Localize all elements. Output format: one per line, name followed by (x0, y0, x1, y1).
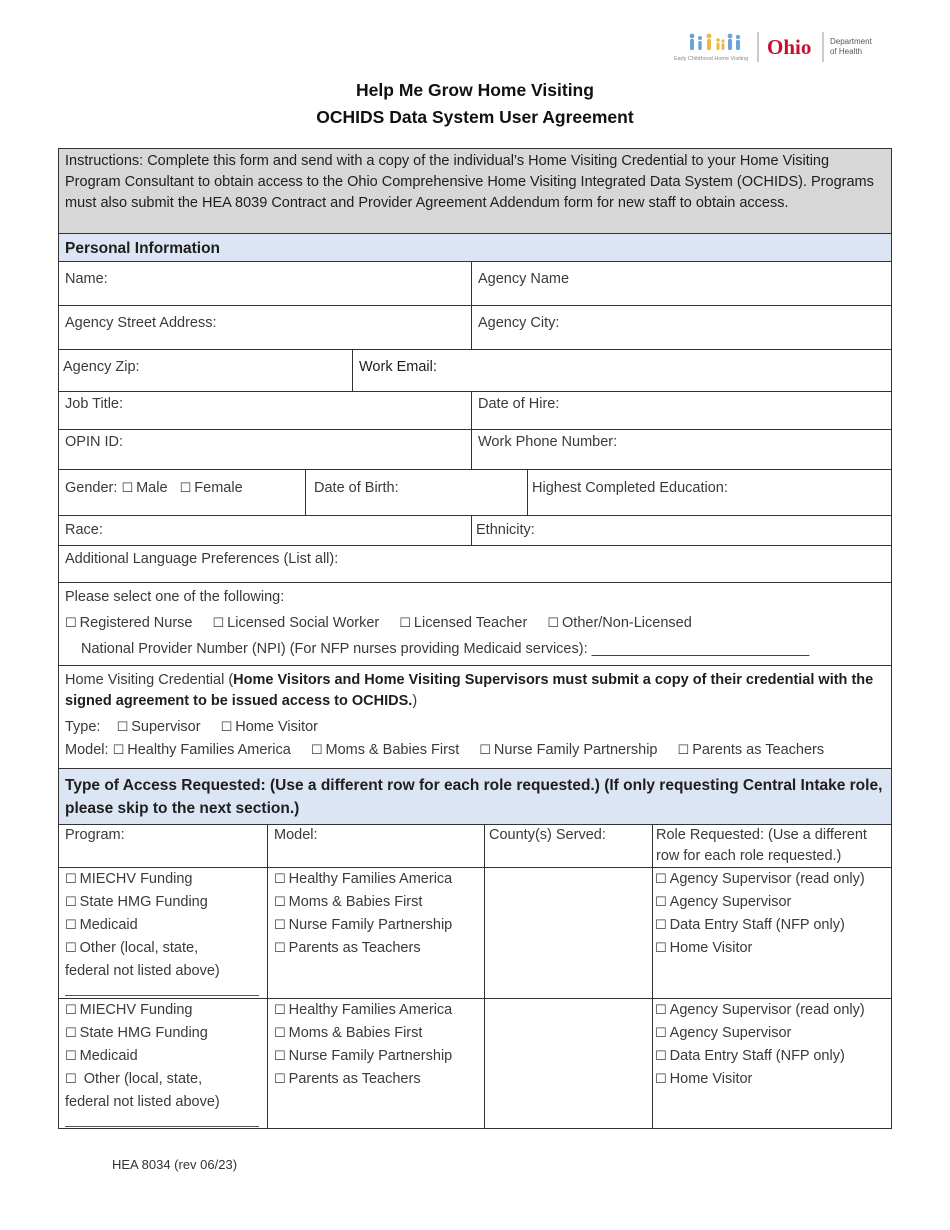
form-title: Help Me Grow Home Visiting (356, 80, 594, 100)
checkbox-icon[interactable]: ☐ (274, 872, 286, 887)
role-data-entry[interactable]: ☐ Data Entry Staff (NFP only) (655, 914, 885, 937)
col-program: Program: (65, 827, 125, 843)
opin-id-field[interactable]: OPIN ID: (65, 434, 124, 450)
checkbox-icon[interactable]: ☐ (212, 616, 225, 631)
credential-type (65, 719, 318, 735)
zip-email-row (59, 350, 891, 392)
program-miechv[interactable]: ☐ MIECHV Funding (65, 999, 261, 1022)
date-of-hire-field[interactable]: Date of Hire: (471, 392, 891, 429)
checkbox-icon[interactable]: ☐ (65, 895, 77, 910)
checkbox-icon[interactable]: ☐ (655, 918, 667, 933)
checkbox-icon[interactable]: ☐ (655, 895, 667, 910)
ethnicity-field[interactable]: Ethnicity: (471, 516, 891, 545)
role-cell (652, 999, 891, 1129)
odh-logo (660, 28, 892, 66)
program-miechv[interactable]: ☐ MIECHV Funding (65, 868, 261, 891)
svg-text:Ohio: Ohio (767, 35, 812, 59)
checkbox-icon[interactable]: ☐ (655, 1003, 667, 1018)
model-nurse-family[interactable]: ☐ Nurse Family Partnership (274, 1045, 478, 1068)
gender-female-option[interactable]: ☐ Female (180, 480, 243, 496)
col-role: Role Requested: (Use a different row for each role requested.) (652, 825, 891, 867)
credential-row (59, 666, 891, 769)
license-option-social-worker[interactable]: ☐ Licensed Social Worker (212, 615, 380, 631)
model-parents-teachers[interactable]: ☐ Parents as Teachers (677, 742, 825, 758)
name-row (59, 262, 891, 306)
license-options (65, 615, 708, 631)
program-other[interactable]: ☐ Other (local, state, (65, 1068, 261, 1091)
svg-text:of Health: of Health (830, 47, 863, 56)
checkbox-icon[interactable]: ☐ (116, 720, 129, 735)
gender-male-option[interactable]: ☐ Male (121, 480, 167, 496)
access-row-1 (59, 868, 891, 999)
checkbox-icon[interactable]: ☐ (655, 872, 667, 887)
county-cell[interactable] (484, 868, 652, 998)
license-option-teacher[interactable]: ☐ Licensed Teacher (399, 615, 528, 631)
role-home-visitor[interactable]: ☐ Home Visitor (655, 937, 885, 960)
model-parents-teachers[interactable]: ☐ Parents as Teachers (274, 937, 478, 960)
program-other-continued: federal not listed above) (65, 1094, 220, 1110)
checkbox-icon[interactable]: ☐ (399, 616, 411, 631)
col-county: County(s) Served: (484, 825, 652, 867)
work-email-field[interactable]: Work Email: (352, 350, 891, 391)
credential-instructions: Home Visiting Credential (Home Visitors and Home Visiting Supervisors must submit a copy of their credential with the signed agreement to be issued access to OCHIDS.) (65, 672, 874, 709)
credential-type-supervisor[interactable]: ☐ Supervisor (116, 719, 201, 735)
checkbox-icon[interactable]: ☐ (65, 1049, 77, 1064)
demographics-row (59, 470, 891, 516)
program-medicaid[interactable]: ☐ Medicaid (65, 1045, 261, 1068)
access-row-2 (59, 999, 891, 1129)
language-row (59, 546, 891, 583)
gender-field (59, 470, 305, 515)
checkbox-icon[interactable]: ☐ (677, 743, 690, 758)
license-option-other[interactable]: ☐ Other/Non-Licensed (547, 615, 692, 631)
instructions-text: Instructions: Complete this form and send with a copy of the individual’s Home Visiting Credential to your Home Visiting Program Consultant to obtain access to the Ohio Comprehensive Home Visiting Integrated Data System (OCHIDS). Programs must also submit the HEA 8039 Contract and Provider Agreement Addendum form for new staff to obtain access. (59, 149, 891, 233)
model-moms-babies[interactable]: ☐ Moms & Babies First (310, 742, 460, 758)
checkbox-icon[interactable]: ☐ (310, 743, 323, 758)
npi-field[interactable]: National Provider Number (NPI) (For NFP nurses providing Medicaid services): ___________________________ (81, 641, 810, 657)
work-phone-field[interactable]: Work Phone Number: (471, 430, 891, 469)
checkbox-icon[interactable]: ☐ (655, 1026, 667, 1041)
checkbox-icon[interactable]: ☐ (655, 1072, 667, 1087)
model-moms-babies[interactable]: ☐ Moms & Babies First (274, 891, 478, 914)
checkbox-icon[interactable]: ☐ (274, 1003, 286, 1018)
checkbox-icon[interactable]: ☐ (274, 895, 286, 910)
user-agreement-form (58, 148, 892, 1129)
program-other-blank[interactable] (65, 1116, 259, 1127)
agency-name-field[interactable]: Agency Name (471, 262, 891, 305)
checkbox-icon[interactable]: ☐ (274, 1049, 286, 1064)
program-cell (59, 868, 267, 998)
svg-text:Department: Department (830, 37, 872, 46)
checkbox-icon[interactable]: ☐ (274, 941, 286, 956)
model-moms-babies[interactable]: ☐ Moms & Babies First (274, 1022, 478, 1045)
program-other-blank[interactable] (65, 985, 259, 996)
job-title-field[interactable]: Job Title: (65, 396, 124, 412)
checkbox-icon[interactable]: ☐ (112, 743, 125, 758)
program-medicaid[interactable]: ☐ Medicaid (65, 914, 261, 937)
role-agency-supervisor-read[interactable]: ☐ Agency Supervisor (read only) (655, 868, 885, 891)
checkbox-icon[interactable]: ☐ (274, 1072, 286, 1087)
role-home-visitor[interactable]: ☐ Home Visitor (655, 1068, 885, 1091)
program-state-hmg[interactable]: ☐ State HMG Funding (65, 1022, 261, 1045)
checkbox-icon[interactable]: ☐ (655, 1049, 667, 1064)
credential-type-home-visitor[interactable]: ☐ Home Visitor (220, 719, 318, 735)
checkbox-icon[interactable]: ☐ (65, 872, 77, 887)
credential-model-label: Model: (65, 742, 109, 758)
personal-info-heading-row (59, 234, 891, 262)
model-parents-teachers[interactable]: ☐ Parents as Teachers (274, 1068, 478, 1091)
instructions-row (59, 149, 891, 234)
checkbox-icon[interactable]: ☐ (220, 720, 233, 735)
license-option-registered-nurse[interactable]: ☐ Registered Nurse (65, 615, 193, 631)
model-healthy-families[interactable]: ☐ Healthy Families America (274, 868, 478, 891)
program-state-hmg[interactable]: ☐ State HMG Funding (65, 891, 261, 914)
credential-type-label: Type: (65, 719, 101, 735)
address-row (59, 306, 891, 350)
checkbox-icon[interactable]: ☐ (65, 918, 77, 933)
license-prompt: Please select one of the following: (65, 589, 285, 605)
model-cell (267, 999, 484, 1129)
education-field[interactable]: Highest Completed Education: (527, 470, 891, 515)
county-cell[interactable] (484, 999, 652, 1129)
program-other[interactable]: ☐ Other (local, state, (65, 937, 261, 960)
checkbox-icon[interactable]: ☐ (655, 941, 667, 956)
access-heading-row (59, 769, 891, 825)
agency-city-field[interactable]: Agency City: (471, 306, 891, 349)
program-cell (59, 999, 267, 1129)
model-healthy-families[interactable]: ☐ Healthy Families America (112, 742, 291, 758)
access-heading: Type of Access Requested: (Use a different row for each role requested.) (If only requesting Central Intake role, please skip to the next section.) (59, 769, 891, 824)
role-cell (652, 868, 891, 998)
license-row (59, 583, 891, 666)
personal-info-heading: Personal Information (59, 234, 891, 261)
gender-label: Gender: (65, 480, 118, 496)
checkbox-icon[interactable]: ☐ (65, 616, 77, 631)
model-healthy-families[interactable]: ☐ Healthy Families America (274, 999, 478, 1022)
checkbox-icon[interactable]: ☐ (65, 1026, 77, 1041)
svg-text:Early Childhood Home Visiting: Early Childhood Home Visiting (674, 56, 749, 62)
credential-model (65, 742, 824, 758)
checkbox-icon[interactable]: ☐ (274, 1026, 286, 1041)
checkbox-icon[interactable]: ☐ (65, 941, 77, 956)
access-header-row (59, 825, 891, 868)
checkbox-icon[interactable]: ☐ (121, 481, 134, 496)
agency-street-field[interactable]: Agency Street Address: (65, 315, 217, 331)
name-field[interactable]: Name: (65, 271, 108, 287)
opin-row (59, 430, 891, 470)
date-of-birth-field[interactable]: Date of Birth: (305, 470, 527, 515)
language-preferences-field[interactable]: Additional Language Preferences (List all): (65, 551, 339, 567)
job-row (59, 392, 891, 430)
form-number: HEA 8034 (rev 06/23) (112, 1157, 238, 1172)
checkbox-icon[interactable]: ☐ (179, 481, 192, 496)
checkbox-icon[interactable]: ☐ (65, 1072, 77, 1087)
model-nurse-family[interactable]: ☐ Nurse Family Partnership (274, 914, 478, 937)
model-cell (267, 868, 484, 998)
model-nurse-family[interactable]: ☐ Nurse Family Partnership (479, 742, 658, 758)
agency-zip-field[interactable]: Agency Zip: (63, 359, 140, 375)
race-field[interactable]: Race: (65, 522, 103, 538)
checkbox-icon[interactable]: ☐ (547, 616, 560, 631)
checkbox-icon[interactable]: ☐ (274, 918, 286, 933)
checkbox-icon[interactable]: ☐ (479, 743, 491, 758)
col-model: Model: (267, 825, 484, 867)
family-figures-icon (660, 28, 892, 66)
form-subtitle: OCHIDS Data System User Agreement (316, 107, 634, 127)
checkbox-icon[interactable]: ☐ (65, 1003, 77, 1018)
role-data-entry[interactable]: ☐ Data Entry Staff (NFP only) (655, 1045, 885, 1068)
role-agency-supervisor[interactable]: ☐ Agency Supervisor (655, 891, 885, 914)
role-agency-supervisor[interactable]: ☐ Agency Supervisor (655, 1022, 885, 1045)
race-row (59, 516, 891, 546)
role-agency-supervisor-read[interactable]: ☐ Agency Supervisor (read only) (655, 999, 885, 1022)
program-other-continued: federal not listed above) (65, 963, 220, 979)
